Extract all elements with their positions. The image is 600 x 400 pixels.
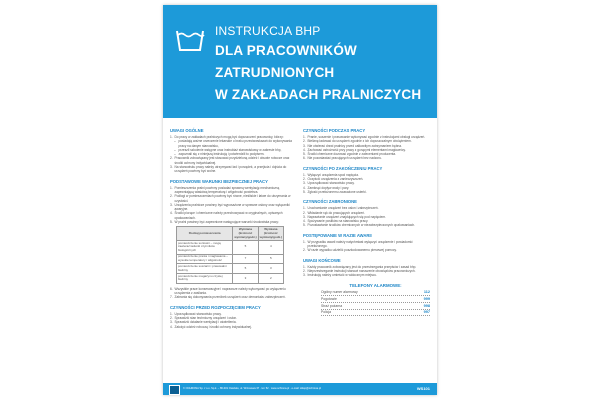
- right-column: [303, 128, 430, 316]
- phone-label: Ogólny numer alarmowy: [321, 290, 358, 295]
- item-number: 1.: [170, 135, 173, 139]
- section-zakonczenie: [303, 166, 430, 194]
- table-cell: 3: [258, 264, 283, 274]
- item-text: posiadają ważne orzeczenie lekarskie o braku przeciwwskazań do wykonywania pracy na danym stanowisku,: [178, 139, 292, 148]
- list-item: [303, 240, 430, 249]
- item-text: Środki chemiczne dozować zgodnie z zaleceniami producenta.: [307, 152, 397, 157]
- item-text: Nieprzestrzeganie instrukcji stanowi naruszenie obowiązków pracowniczych.: [307, 268, 416, 273]
- item-number: –: [174, 152, 176, 157]
- item-text: Zgłosić przełożonemu zauważone usterki.: [307, 189, 367, 194]
- list-item: [303, 273, 430, 277]
- section-heading: CZYNNOŚCI ZABRONIONE: [303, 199, 357, 205]
- item-text: Nie otwierać drzwi pralnicy przed całkowitym zatrzymaniem bębna.: [307, 143, 402, 148]
- phone-number: 999: [423, 297, 430, 302]
- item-list: [303, 206, 430, 227]
- table-cell: 5: [258, 254, 283, 264]
- table-row: [177, 254, 284, 264]
- item-number: 3.: [303, 143, 306, 148]
- item-number: 3.: [170, 320, 173, 325]
- item-text: Wkładanie rąk do pracujących urządzeń.: [307, 210, 365, 215]
- table-cell: pomieszczenie magazynu czystej bielizny: [177, 274, 233, 284]
- item-text: Pranie, suszenie i prasowanie wykonywać zgodnie z instrukcjami obsługi urządzeń.: [307, 135, 426, 139]
- item-text: Zachować ostrożność przy pracy z gorącymi elementami maglownicy.: [307, 147, 406, 152]
- item-text: Zamknąć dopływ wody i pary.: [307, 185, 350, 190]
- conditions-table: [176, 226, 284, 284]
- list-item: [170, 156, 294, 165]
- item-number: 4.: [170, 211, 173, 216]
- item-text: Wyłączyć urządzenia spod napięcia.: [307, 172, 359, 177]
- item-text: Zabrania się dokonywania przeróbek urządzeń oraz demontażu zabezpieczeń.: [174, 295, 286, 300]
- item-number: 5.: [303, 189, 306, 194]
- item-number: 2.: [303, 268, 306, 273]
- list-item: [303, 248, 430, 252]
- section-heading: POSTĘPOWANIE W RAZIE AWARII: [303, 232, 372, 238]
- item-number: –: [174, 139, 176, 144]
- item-number: 4.: [303, 185, 306, 190]
- item-text: Urządzenia pralnicze powinny być wyposażone w sprawne osłony oraz wyłączniki awaryjne.: [174, 202, 290, 212]
- table-cell: 3: [233, 274, 258, 284]
- item-list: [170, 186, 294, 225]
- list-item: [170, 186, 294, 195]
- item-text: Założyć odzież roboczą i środki ochrony indywidualnej.: [174, 324, 252, 329]
- item-text: Naprawianie urządzeń znajdujących się pod napięciem.: [307, 214, 386, 219]
- item-number: 4.: [303, 219, 306, 224]
- table-header: Wymiana (krotność wymiany/godz.): [259, 226, 282, 239]
- section-zabronione: [303, 199, 430, 227]
- list-item: [170, 325, 294, 329]
- item-list: [303, 265, 430, 278]
- item-number: 6.: [170, 286, 173, 291]
- item-text: Środki piorące i chemiczne należy przechowywać w oryginalnych, opisanych opakowaniach.: [174, 211, 283, 220]
- item-text: Pozostawianie środków chemicznych w niezabezpieczonych opakowaniach.: [307, 223, 416, 228]
- table-cell: pomieszczenie prania i maglowania – wysokie temperatury i wilgotność: [177, 254, 233, 264]
- item-text: Spożywanie posiłków na stanowisku pracy.: [307, 219, 369, 224]
- item-text: Nie pozostawiać pracujących urządzeń bez nadzoru.: [307, 156, 382, 161]
- instruction-sheet: [163, 5, 437, 395]
- footer-bar: [163, 383, 437, 395]
- item-text: W pralni powinny być zapewnione następujące warunki środowiska pracy:: [174, 220, 279, 225]
- item-text: Na stanowisku pracy należy utrzymywać ład i porządek, a przejścia i dojścia do urządzeń powinny być wolne.: [174, 165, 287, 174]
- section-awaria: [303, 233, 430, 253]
- phone-label: Straż pożarna: [321, 303, 343, 308]
- table-cell: 5: [233, 264, 258, 274]
- phones-title: TELEFONY ALARMOWE:: [349, 282, 402, 288]
- item-number: 5.: [170, 220, 173, 225]
- phone-number: 998: [423, 303, 430, 308]
- list-item: [170, 194, 294, 203]
- product-code: WS101: [416, 386, 430, 391]
- list-item: [303, 223, 430, 227]
- item-text: Pracownik zobowiązany jest stosować przydzieloną odzież i obuwie robocze oraz środki ochrony indywidualnej.: [174, 156, 290, 165]
- item-text: Do pracy w zakładach pralniczych mogą być dopuszczeni pracownicy, którzy:: [174, 135, 284, 139]
- phone-number: 112: [423, 290, 430, 295]
- item-number: 3.: [303, 214, 306, 219]
- item-number: 2.: [170, 156, 173, 161]
- item-number: 2.: [170, 316, 173, 321]
- item-text: zapoznali się z niniejszą instrukcją i potwierdzili to podpisem.: [178, 152, 265, 157]
- item-number: 3.: [170, 165, 173, 170]
- section-warunki: [170, 179, 294, 300]
- table-row: [177, 264, 284, 274]
- emergency-phones: [303, 284, 430, 317]
- list-item: [170, 139, 294, 148]
- section-heading: CZYNNOŚCI PRZED ROZPOCZĘCIEM PRACY: [170, 304, 261, 310]
- phone-number: 997: [423, 310, 430, 315]
- item-text: Uruchamianie urządzeń bez osłon i zabezpieczeń.: [307, 206, 379, 211]
- phone-row: [321, 296, 430, 303]
- document-kicker: INSTRUKCJA BHP: [215, 24, 321, 38]
- table-row: [177, 240, 284, 254]
- item-text: Bieliznę ładować do urządzeń zgodnie z ich dopuszczalnym obciążeniem.: [307, 139, 412, 144]
- list-item: [170, 211, 294, 220]
- list-item: [303, 190, 430, 194]
- item-text: przeszli szkolenie wstępne oraz instruktaż stanowiskowy w zakresie bhp,: [178, 147, 282, 152]
- item-number: 2.: [303, 248, 306, 253]
- item-number: 3.: [303, 181, 306, 186]
- section-koncowe: [303, 258, 430, 278]
- item-number: 2.: [303, 177, 306, 182]
- item-text: Pomieszczenia pralni powinny posiadać sprawną wentylację mechaniczną zapewniającą właściwą temperaturę i wilgotność powietrza.: [174, 185, 280, 194]
- title-line-3: W ZAKŁADACH PRALNICZYCH: [215, 87, 422, 102]
- item-number: 1.: [170, 185, 173, 190]
- table-cell: pomieszczenie suszarni i prasowalni bielizny: [177, 264, 233, 274]
- item-number: 1.: [303, 239, 306, 244]
- section-podczas: [303, 128, 430, 161]
- wash-tub-icon: [175, 26, 205, 52]
- title-line-1: DLA PRACOWNIKÓW: [215, 43, 357, 58]
- item-number: –: [174, 147, 176, 152]
- section-heading: CZYNNOŚCI PO ZAKOŃCZENIU PRACY: [303, 165, 383, 171]
- item-text: Uporządkować stanowisko pracy.: [174, 311, 222, 316]
- item-number: 3.: [303, 273, 306, 278]
- phone-row: [321, 303, 430, 310]
- item-number: 2.: [170, 194, 173, 199]
- section-uwagi: [170, 128, 294, 174]
- item-text: Podłogi w pomieszczeniach powinny być równe, nieśliskie i łatwe do utrzymania w czystości.: [174, 194, 291, 203]
- footer-text: © OCHRONA Sp. z o.o. Sp.k. – 86-031 Osielsko, ul. Wrzosowa 37 · tel. 52 · www.ochrona.pl · e-mail: sklep@ochrona.pl: [183, 386, 321, 390]
- item-text: W razie wypadku udzielić poszkodowanemu pierwszej pomocy.: [307, 248, 397, 253]
- section-heading: CZYNNOŚCI PODCZAS PRACY: [303, 128, 366, 133]
- header-banner: [163, 5, 437, 118]
- item-number: 1.: [303, 264, 306, 269]
- phone-label: Policja: [321, 310, 331, 315]
- list-item: [170, 287, 294, 296]
- table-cell: 7: [233, 254, 258, 264]
- item-list: [170, 135, 294, 174]
- title-line-2: ZATRUDNIONYCH: [215, 65, 335, 80]
- item-text: Każdy pracownik zobowiązany jest do przestrzegania przepisów i zasad bhp.: [307, 264, 417, 269]
- item-number: 1.: [303, 172, 306, 177]
- item-text: Oczyścić urządzenia z zanieczyszczeń.: [307, 177, 364, 182]
- section-przed: [170, 305, 294, 329]
- table-header: Wymiana (krotność wymiany/godz.): [234, 226, 257, 239]
- table-cell: 5: [233, 240, 258, 254]
- item-number: 6.: [303, 156, 306, 161]
- item-list: [303, 173, 430, 194]
- publisher-logo-icon: [169, 385, 180, 395]
- section-heading: UWAGI OGÓLNE: [170, 128, 204, 133]
- list-item: [303, 156, 430, 160]
- table-header: Rodzaj pomieszczenia: [177, 227, 233, 241]
- table-cell: pomieszczenie sortowni – mogą zawierać ładunki czynników biologicznych: [177, 240, 233, 254]
- phone-row: [321, 290, 430, 297]
- table-row: [177, 274, 284, 284]
- item-number: 1.: [303, 206, 306, 211]
- item-text: Sprawdzić stan techniczny urządzeń i osłon.: [174, 316, 238, 321]
- item-number: 5.: [303, 223, 306, 228]
- item-number: 2.: [303, 210, 306, 215]
- section-heading: PODSTAWOWE WARUNKI BEZPIECZNEJ PRACY: [170, 178, 268, 184]
- list-item: [170, 165, 294, 174]
- item-list: [170, 287, 294, 300]
- section-heading: UWAGI KOŃCOWE: [303, 257, 341, 263]
- item-text: Wszystkie prace konserwacyjne i naprawcze należy wykonywać po wyłączeniu urządzenia z zasilania.: [174, 286, 286, 296]
- table-cell: 2: [258, 274, 283, 284]
- item-number: 3.: [170, 202, 173, 207]
- item-list: [170, 312, 294, 329]
- item-number: 2.: [303, 139, 306, 144]
- item-text: Instrukcję należy umieścić w widocznym miejscu.: [307, 273, 377, 278]
- item-text: W przypadku awarii należy natychmiast wyłączyć urządzenie i powiadomić przełożonego.: [307, 239, 413, 249]
- item-number: 5.: [303, 152, 306, 157]
- item-number: 4.: [170, 324, 173, 329]
- list-item: [170, 295, 294, 299]
- item-list: [303, 135, 430, 161]
- left-column: [170, 128, 294, 334]
- item-text: Sprawdzić działanie wentylacji i oświetlenia.: [174, 320, 237, 325]
- list-item: [170, 220, 294, 224]
- phone-row: [321, 310, 430, 317]
- item-number: 4.: [303, 147, 306, 152]
- item-number: 1.: [303, 135, 306, 139]
- item-number: 7.: [170, 295, 173, 300]
- item-number: 1.: [170, 311, 173, 316]
- item-list: [303, 240, 430, 253]
- phone-label: Pogotowie: [321, 297, 337, 302]
- item-text: Uporządkować stanowisko pracy.: [307, 181, 355, 186]
- table-cell: 4: [258, 240, 283, 254]
